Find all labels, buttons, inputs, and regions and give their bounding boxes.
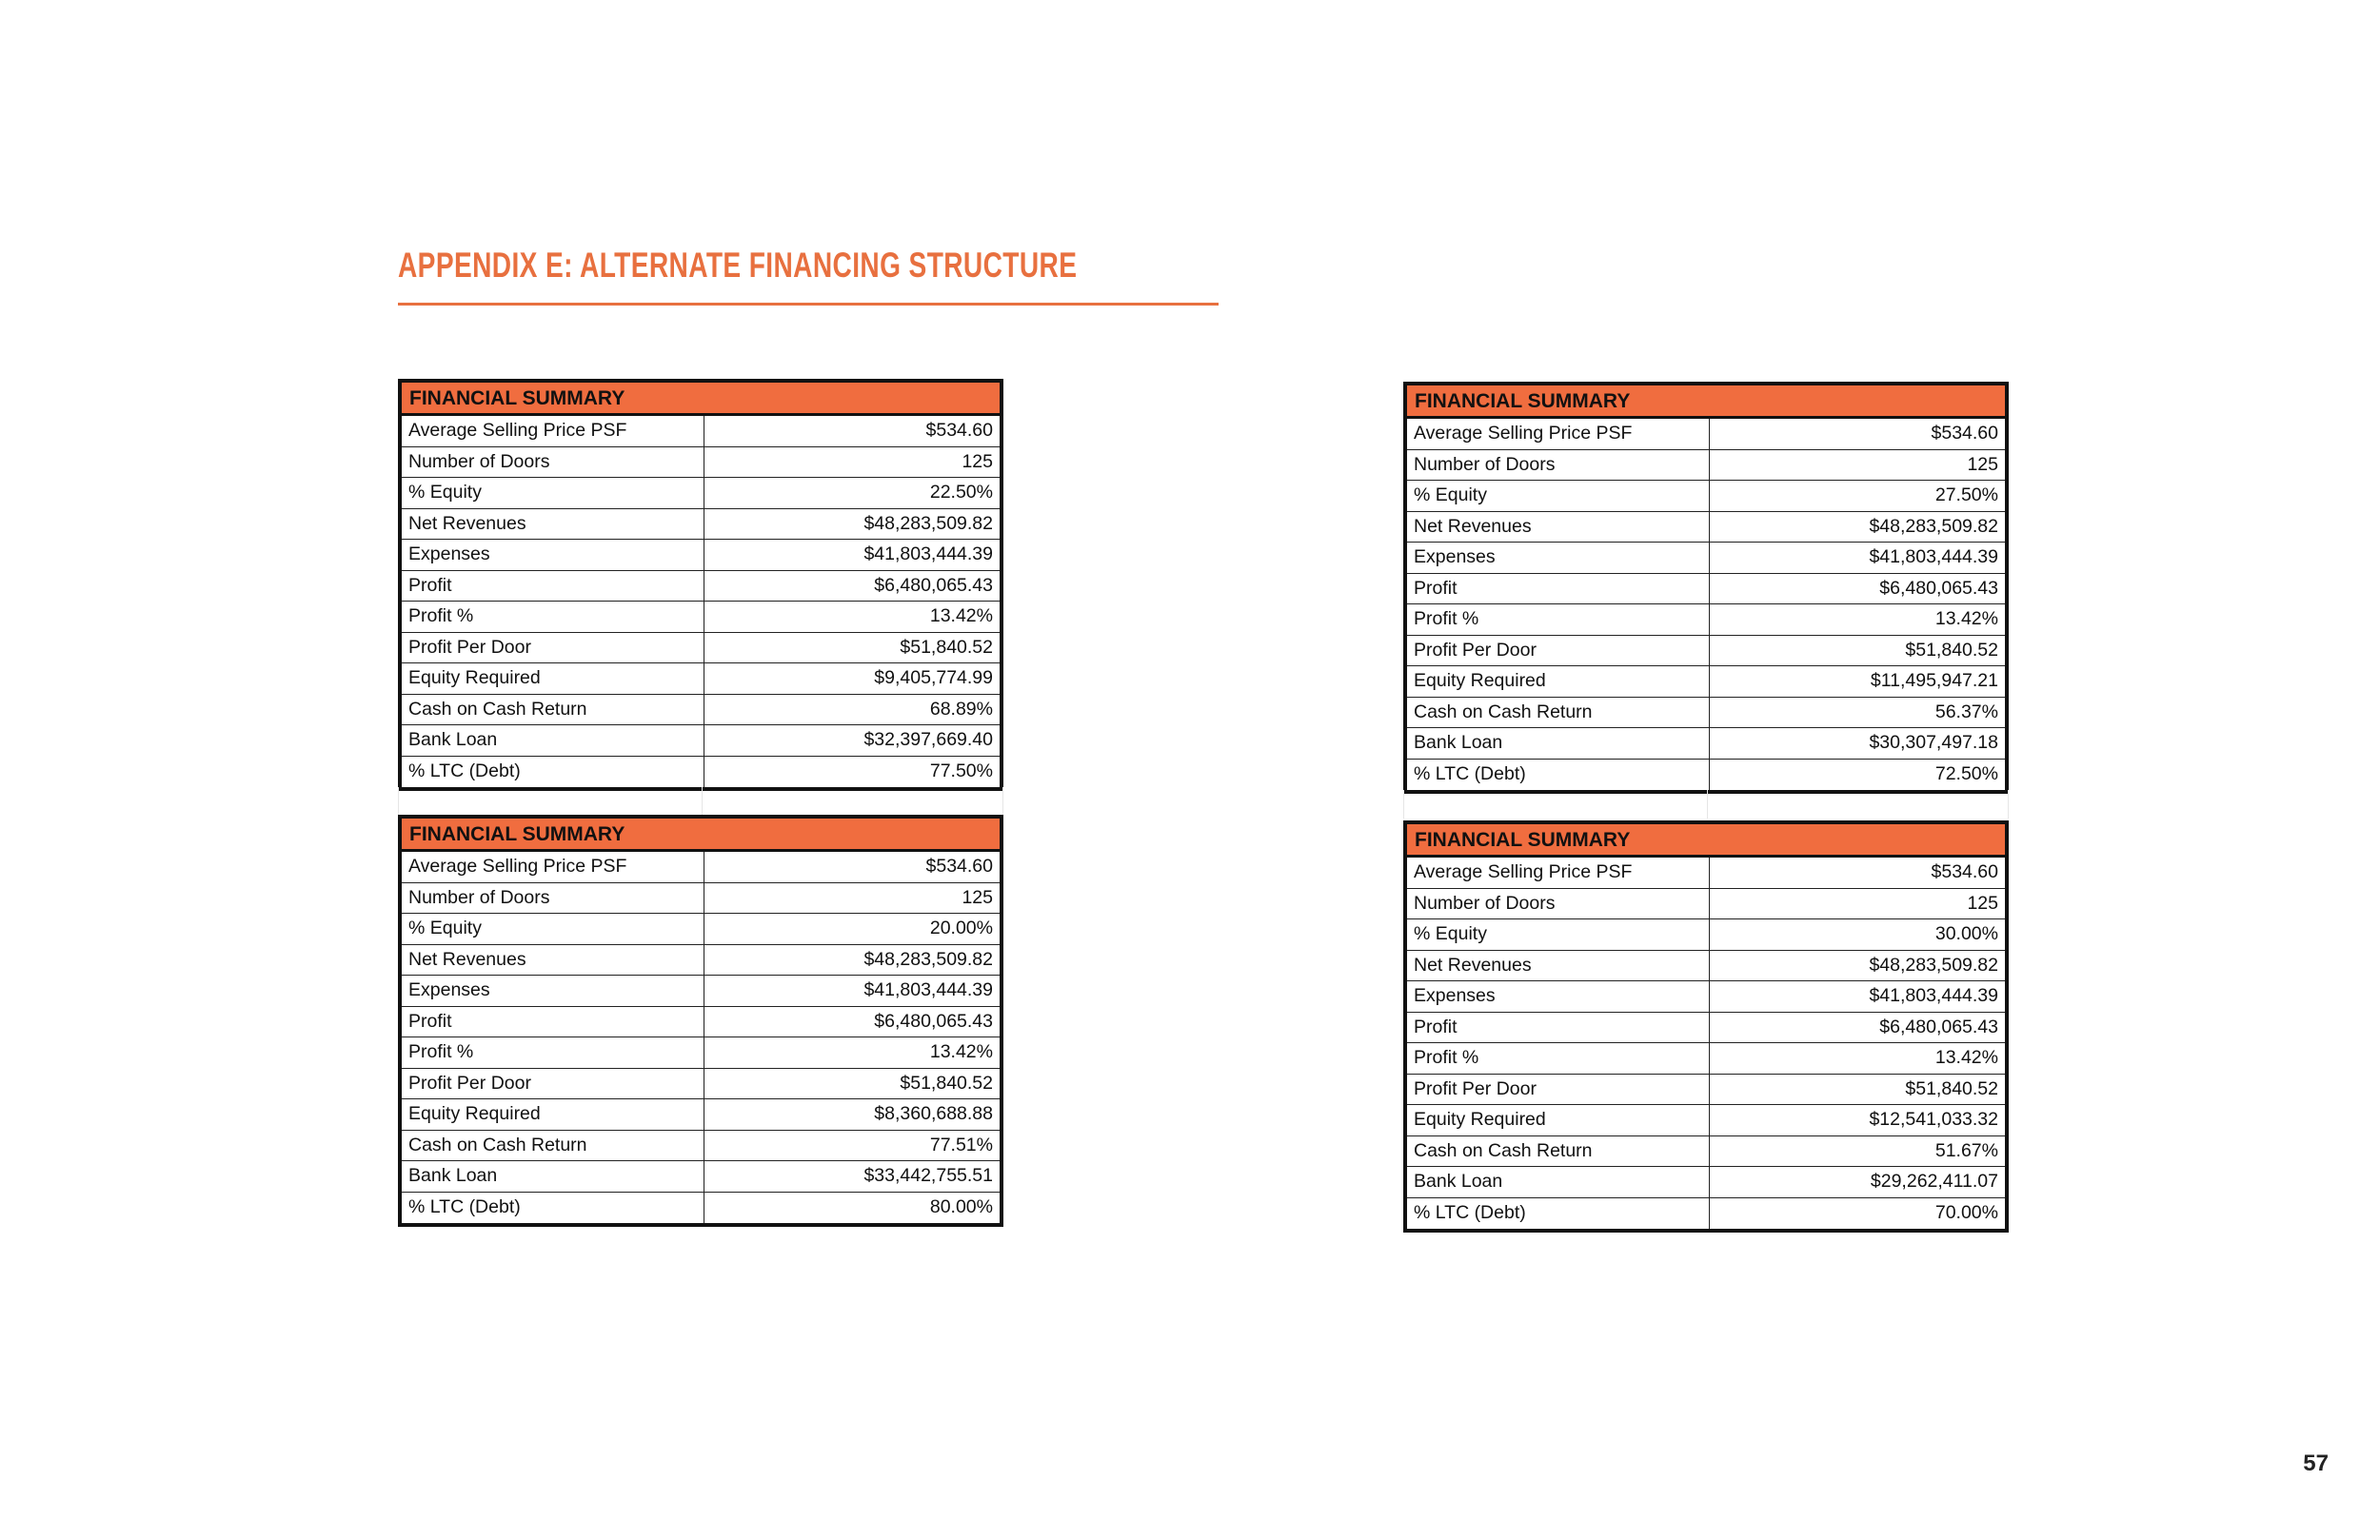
table-header: FINANCIAL SUMMARY (1407, 385, 2005, 419)
table-spacer-left (398, 787, 1003, 816)
table-row (402, 1193, 1000, 1224)
table-row (1407, 604, 2005, 636)
row-value: 13.42% (929, 605, 993, 626)
row-label: Equity Required (402, 1099, 704, 1130)
row-label: Net Revenues (1407, 512, 1710, 543)
page-number: 57 (2303, 1451, 2329, 1476)
row-value: 56.37% (1934, 701, 1998, 722)
table-row (1407, 728, 2005, 760)
row-value: $48,283,509.82 (863, 512, 993, 534)
row-value: $41,803,444.39 (863, 979, 993, 1000)
row-value: $6,480,065.43 (1879, 1016, 1998, 1037)
row-label: Average Selling Price PSF (1407, 419, 1710, 449)
row-value: $29,262,411.07 (1870, 1171, 1998, 1192)
row-label: Profit % (402, 602, 704, 632)
row-label: Cash on Cash Return (1407, 1136, 1710, 1167)
row-label: Average Selling Price PSF (402, 852, 704, 882)
row-label: Profit Per Door (402, 633, 704, 663)
row-value: $41,803,444.39 (863, 543, 993, 564)
row-label: Cash on Cash Return (1407, 698, 1710, 728)
table-row (402, 633, 1000, 664)
row-value: $51,840.52 (1905, 639, 1998, 661)
table-row (402, 509, 1000, 541)
row-value: $41,803,444.39 (1869, 985, 1998, 1006)
table-header: FINANCIAL SUMMARY (402, 819, 1000, 852)
row-label: Profit % (1407, 604, 1710, 635)
table-row (402, 540, 1000, 571)
financial-summary-table-3 (1403, 382, 2009, 794)
row-value: 68.89% (929, 698, 993, 720)
table-row (1407, 919, 2005, 951)
table-row (402, 571, 1000, 602)
row-value: $48,283,509.82 (863, 948, 993, 970)
row-value: $11,495,947.21 (1870, 670, 1998, 691)
table-row (1407, 1013, 2005, 1044)
table-row (402, 976, 1000, 1007)
row-label: Profit % (402, 1037, 704, 1068)
row-label: Bank Loan (402, 1161, 704, 1192)
row-value: $9,405,774.99 (874, 667, 993, 688)
table-row (402, 852, 1000, 883)
row-value: $33,442,755.51 (863, 1165, 993, 1186)
table-row (1407, 1136, 2005, 1168)
table-row (402, 1131, 1000, 1162)
row-label: Profit Per Door (402, 1069, 704, 1099)
row-label: Expenses (1407, 981, 1710, 1012)
row-value: $534.60 (1931, 861, 1998, 882)
row-label: Average Selling Price PSF (402, 416, 704, 446)
row-label: Profit (402, 571, 704, 602)
row-value: 20.00% (929, 918, 993, 938)
row-value: $30,307,497.18 (1869, 732, 1998, 753)
row-value: $6,480,065.43 (1879, 577, 1998, 599)
row-value: 30.00% (1934, 923, 1998, 944)
row-label: Profit (1407, 574, 1710, 604)
row-label: Number of Doors (1407, 450, 1710, 481)
table-row (402, 1007, 1000, 1038)
table-row (1407, 543, 2005, 574)
row-value: 125 (1967, 892, 1998, 914)
row-label: Profit (1407, 1013, 1710, 1043)
table-row (402, 1069, 1000, 1100)
table-row (1407, 1198, 2005, 1230)
financial-summary-table-4 (1403, 820, 2009, 1233)
row-label: Equity Required (402, 663, 704, 694)
row-value: $6,480,065.43 (874, 574, 993, 596)
table-header: FINANCIAL SUMMARY (1407, 824, 2005, 858)
row-value: 80.00% (929, 1195, 993, 1217)
row-value: $48,283,509.82 (1869, 954, 1998, 976)
row-value: 51.67% (1934, 1139, 1998, 1161)
table-row (402, 478, 1000, 509)
row-label: Profit (402, 1007, 704, 1037)
table-row (1407, 981, 2005, 1013)
table-row (402, 416, 1000, 447)
table-row (1407, 1167, 2005, 1198)
row-value: 13.42% (1934, 1047, 1998, 1068)
table-row (1407, 512, 2005, 543)
table-row (402, 663, 1000, 695)
row-value: $534.60 (925, 856, 993, 877)
row-value: $51,840.52 (900, 1072, 993, 1094)
table-row (402, 447, 1000, 479)
table-row (1407, 698, 2005, 729)
row-value: $6,480,065.43 (874, 1010, 993, 1032)
financial-summary-table-2 (398, 815, 1003, 1227)
row-label: Bank Loan (1407, 728, 1710, 759)
row-value: $51,840.52 (900, 636, 993, 658)
row-label: Number of Doors (402, 447, 704, 478)
row-value: $12,541,033.32 (1869, 1109, 1998, 1130)
table-row (1407, 419, 2005, 450)
row-label: Expenses (402, 540, 704, 570)
table-row (402, 945, 1000, 977)
row-value: 125 (962, 450, 993, 472)
row-label: Profit Per Door (1407, 636, 1710, 666)
row-value: 27.50% (1934, 484, 1998, 505)
row-value: $534.60 (925, 420, 993, 441)
table-row (402, 757, 1000, 788)
row-label: % LTC (Debt) (1407, 760, 1710, 791)
row-value: 72.50% (1934, 762, 1998, 784)
row-label: % LTC (Debt) (1407, 1198, 1710, 1230)
row-label: % Equity (402, 914, 704, 944)
page-heading (398, 244, 1219, 306)
row-label: Net Revenues (402, 509, 704, 540)
row-value: 22.50% (929, 482, 993, 503)
table-row (1407, 1075, 2005, 1106)
table-row (402, 602, 1000, 633)
table-row (1407, 951, 2005, 982)
row-value: 70.00% (1934, 1201, 1998, 1223)
row-label: Number of Doors (402, 883, 704, 914)
row-label: % LTC (Debt) (402, 757, 704, 788)
financial-summary-table-1 (398, 379, 1003, 791)
table-spacer-right (1403, 790, 2009, 819)
table-row (402, 725, 1000, 757)
table-row (1407, 636, 2005, 667)
row-label: % Equity (402, 478, 704, 508)
table-row (1407, 450, 2005, 482)
row-value: $534.60 (1931, 423, 1998, 444)
row-label: Expenses (402, 976, 704, 1006)
table-row (1407, 481, 2005, 512)
row-value: $32,397,669.40 (863, 729, 993, 750)
table-row (402, 1161, 1000, 1193)
row-label: Bank Loan (1407, 1167, 1710, 1197)
row-value: 13.42% (1934, 608, 1998, 629)
row-label: Equity Required (1407, 666, 1710, 697)
page-title: APPENDIX E: ALTERNATE FINANCING STRUCTURE (398, 246, 1078, 285)
table-row (1407, 889, 2005, 920)
row-label: Number of Doors (1407, 889, 1710, 919)
row-label: % LTC (Debt) (402, 1193, 704, 1224)
row-value: $41,803,444.39 (1869, 546, 1998, 567)
table-row (1407, 858, 2005, 889)
row-label: Cash on Cash Return (402, 695, 704, 725)
table-row (1407, 1043, 2005, 1075)
row-label: Profit Per Door (1407, 1075, 1710, 1105)
table-row (402, 914, 1000, 945)
row-label: Expenses (1407, 543, 1710, 573)
table-row (402, 883, 1000, 915)
row-label: Equity Required (1407, 1105, 1710, 1135)
row-label: Net Revenues (402, 945, 704, 976)
table-row (1407, 666, 2005, 698)
row-value: 77.51% (929, 1134, 993, 1155)
row-label: Profit % (1407, 1043, 1710, 1074)
row-value: 13.42% (929, 1041, 993, 1062)
row-label: Bank Loan (402, 725, 704, 756)
table-row (402, 695, 1000, 726)
table-header: FINANCIAL SUMMARY (402, 383, 1000, 416)
row-value: 77.50% (929, 760, 993, 781)
table-row (1407, 574, 2005, 605)
row-label: Cash on Cash Return (402, 1131, 704, 1161)
table-row (402, 1037, 1000, 1069)
row-label: Average Selling Price PSF (1407, 858, 1710, 888)
row-label: Net Revenues (1407, 951, 1710, 981)
row-value: 125 (962, 886, 993, 908)
row-value: $48,283,509.82 (1869, 515, 1998, 537)
row-value: $8,360,688.88 (874, 1103, 993, 1124)
table-row (402, 1099, 1000, 1131)
row-label: % Equity (1407, 919, 1710, 950)
row-label: % Equity (1407, 481, 1710, 511)
row-value: 125 (1967, 453, 1998, 475)
row-value: $51,840.52 (1905, 1077, 1998, 1099)
table-row (1407, 760, 2005, 791)
table-row (1407, 1105, 2005, 1136)
